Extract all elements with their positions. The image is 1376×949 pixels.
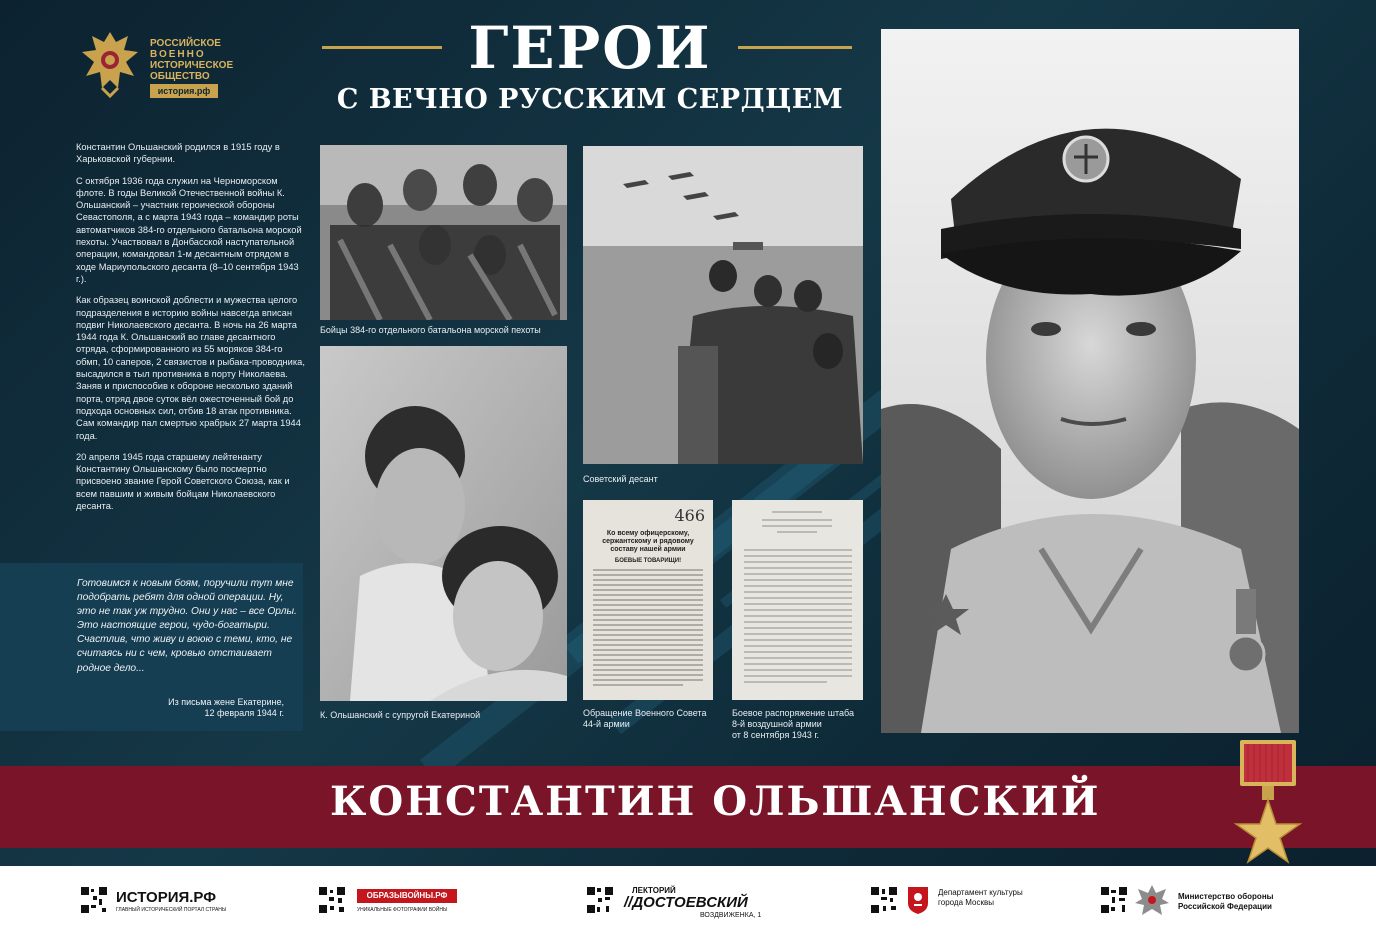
quote-source	[140, 697, 284, 719]
biography	[76, 141, 308, 521]
istoria-logo: ИСТОРИЯ.РФ	[116, 889, 217, 906]
qr-code-icon	[318, 886, 346, 914]
mod-eagle-icon	[1134, 883, 1170, 917]
bio-paragraph: 20 апреля 1945 года старшему лейтенанту Константину Ольшанскому было посмертно присвоено звание Герой Советского Союза, как и всем павшим и живым бойцам Николаевского десанта.	[76, 451, 290, 512]
hero-name: КОНСТАНТИН ОЛЬШАНСКИЙ	[330, 778, 1101, 825]
lektoriy-logo: //ДОСТОЕВСКИЙ	[624, 894, 748, 911]
eagle-emblem-icon	[78, 26, 142, 98]
page-title: ГЕРОИ	[468, 14, 712, 82]
gold-star-medal	[1234, 736, 1302, 864]
document-appeal	[583, 500, 713, 700]
photo-with-wife	[320, 346, 567, 701]
photo-marines	[320, 145, 567, 320]
letter-quote: Готовимся к новым боям, поручили тут мне подобрать ребят для одной операции. Ну, это не так уж трудно. Они у нас – все Орлы. Это настоящие герои, чудо-богатыри. Счастлив, что живу и воюю с теми, кто, не считаясь ни с чем, кровью отстаивает родное дело...	[77, 578, 297, 674]
gold-star-icon	[1234, 736, 1302, 864]
photo-landing	[583, 146, 863, 464]
footer	[0, 866, 1376, 949]
caption-line: от 8 сентября 1943 г.	[732, 730, 820, 740]
moscow-dept-line: Департамент культуры	[938, 888, 1023, 897]
moscow-dept-line: города Москвы	[938, 898, 994, 907]
caption-appeal	[583, 708, 706, 730]
lektoriy-address: ВОЗДВИЖЕНКА, 1	[700, 912, 762, 919]
qr-code-icon	[80, 886, 108, 914]
quote-source-line: 12 февраля 1944 г.	[204, 708, 284, 718]
mod-name-line: Российской Федерации	[1178, 902, 1272, 911]
mod-name	[1178, 892, 1273, 912]
caption-combat-order	[732, 708, 854, 741]
quote-source-line: Из письма жене Екатерине,	[168, 697, 284, 707]
logo-line: ОБЩЕСТВО	[150, 71, 210, 82]
logo-badge: история.рф	[150, 84, 218, 98]
document-greeting: БОЕВЫЕ ТОВАРИЩИ!	[614, 558, 682, 564]
caption-line: Обращение Военного Совета	[583, 708, 707, 718]
qr-code-icon	[1100, 886, 1128, 914]
lektoriy-label: ЛЕКТОРИЙ	[632, 886, 676, 895]
caption-line: 8-й воздушной армии	[732, 719, 822, 729]
moscow-culture-dept	[938, 888, 1023, 908]
document-number: 466	[674, 506, 705, 525]
logo-line: РОССИЙСКОЕ	[150, 38, 221, 49]
caption-wife: К. Ольшанский с супругой Екатериной	[320, 710, 481, 720]
obrazy-logo: ОБРАЗЫВОЙНЫ.РФ	[357, 889, 457, 903]
moscow-emblem-icon	[906, 885, 930, 915]
portrait-olshansky	[881, 29, 1299, 733]
mod-name-line: Министерство обороны	[1178, 892, 1274, 901]
page-subtitle: С ВЕЧНО РУССКИМ СЕРДЦЕМ	[336, 84, 844, 115]
obrazy-tagline: УНИКАЛЬНЫЕ ФОТОГРАФИИ ВОЙНЫ	[357, 907, 448, 913]
document-heading: Ко всему офицерскому, сержантскому и рядовому составу нашей армии	[602, 530, 694, 553]
logo-line: ВОЕННО	[150, 49, 206, 60]
caption-landing: Советский десант	[583, 474, 658, 484]
bio-paragraph: Константин Ольшанский родился в 1915 году в Харьковской губернии.	[76, 142, 280, 165]
caption-line: 44-й армии	[583, 719, 630, 729]
document-combat-order	[732, 500, 863, 700]
istoria-tagline: ГЛАВНЫЙ ИСТОРИЧЕСКИЙ ПОРТАЛ СТРАНЫ	[116, 907, 227, 913]
rvio-logo	[78, 26, 234, 100]
qr-code-icon	[586, 886, 614, 914]
logo-line: ИСТОРИЧЕСКОЕ	[150, 60, 234, 71]
qr-code-icon	[870, 886, 898, 914]
logo-title	[150, 38, 234, 82]
bio-paragraph: С октября 1936 года служил на Черноморском флоте. В годы Великой Отечественной войны К. Ольшанский – участник героической обороны Севастополя, а с марта 1943 года – командир роты автоматчиков 384-го отдельного батальона морской пехоты. Участвовал в Донбасской наступательной операции, командовал 1-м десантным отрядом в ходе Мариупольского десанта (8–10 сентября 1943 г.).	[76, 175, 302, 284]
bio-paragraph: Как образец воинской доблести и мужества целого подразделения в историю войны навсегда вписан подвиг Николаевского десанта. В ночь на 26 марта 1944 года К. Ольшанский во главе десантного отряда, сформированного из 55 моряков 384-го обмп, 10 саперов, 2 связистов и рыбака-проводника, высадился в тыл противника в порту Николаева. Заняв и приспособив к обороне несколько зданий порта, отряд двое суток вёл ожесточенный бой до подхода основных сил, отбив 18 атак противника. Сам командир пал смертью храбрых 27 марта 1944 года.	[76, 295, 305, 441]
caption-line: Боевое распоряжение штаба	[732, 708, 855, 718]
caption-marines: Бойцы 384-го отдельного батальона морской пехоты	[320, 325, 541, 335]
